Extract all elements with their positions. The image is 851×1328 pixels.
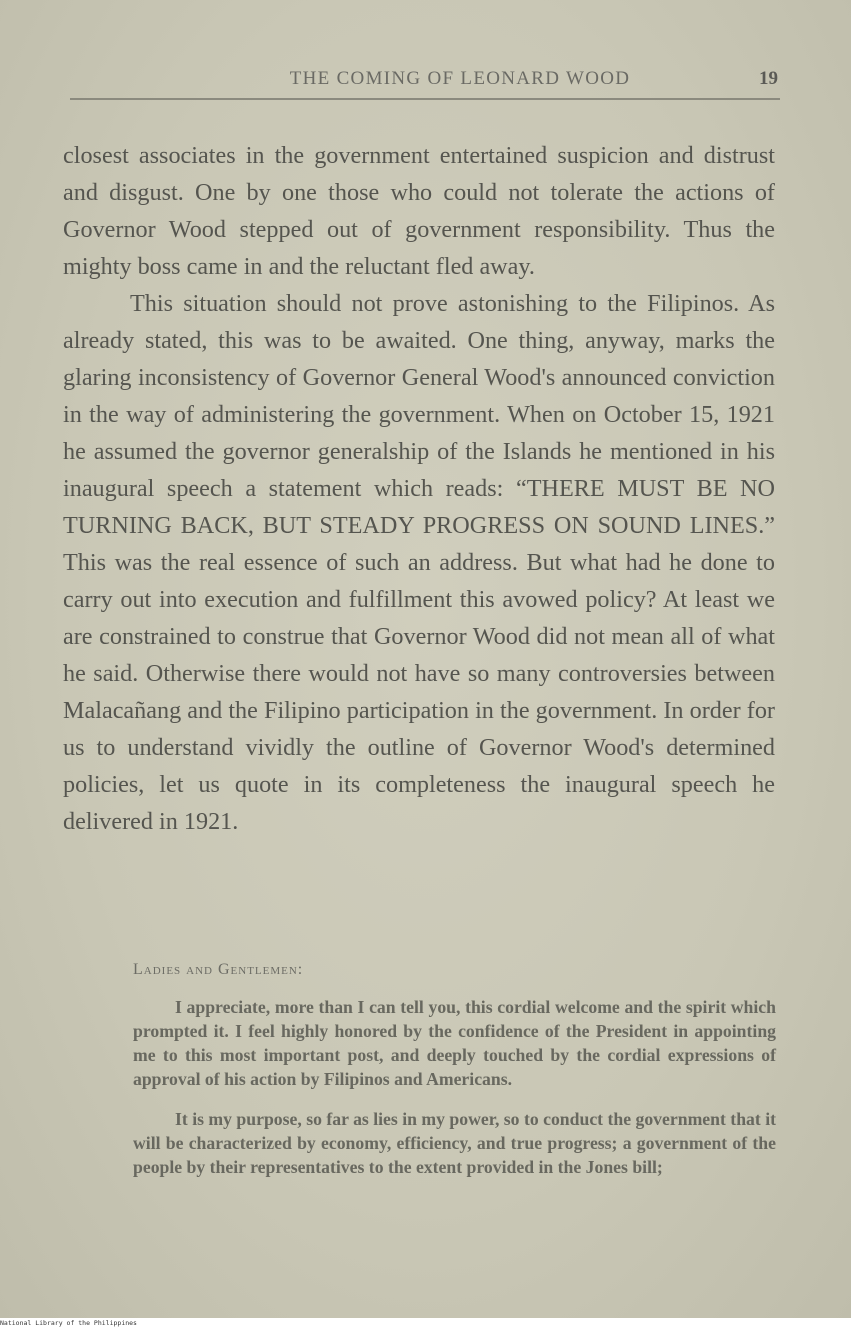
paragraph-inaugural-context: This situation should not prove astonishing to the Filipinos. As already stated, this was to be awaited. One thing, anyway, marks the glaring inconsistency of Governor General Wood's announced conviction in the way of administering the government. When on October 15, 1921 he assumed the governor generalship of the Islands he mentioned in his inaugural speech a statement which reads: “THERE MUST BE NO TURNING BACK, BUT STEADY PROGRESS ON SOUND LINES.” This was the real essence of such an address. But what had he done to carry out into execution and fulfillment this avowed policy? At least we are constrained to construe that Governor Wood did not mean all of what he said. Otherwise there would not have so many controversies between Malacañang and the Filipino participation in the government. In order for us to understand vividly the outline of Governor Wood's determined policies, let us quote in its completeness the inaugural speech he delivered in 1921. (63, 290, 775, 835)
paragraph-continuation: closest associates in the government entertained suspicion and distrust and disgust. One by one those who could not tolerate the actions of Governor Wood stepped out of government responsibility. Thus the mighty boss came in and the reluctant fled away. (63, 142, 775, 280)
body-text (63, 137, 775, 840)
speech-paragraph: It is my purpose, so far as lies in my power, so to conduct the government that it will be characterized by economy, efficiency, and true progress; a government of the people by their representatives to the extent provided in the Jones bill; (133, 1109, 776, 1177)
library-credit: National Library of the Philippines (0, 1319, 137, 1327)
speech-quote (133, 995, 776, 1195)
speech-salutation: Ladies and Gentlemen: (133, 961, 304, 978)
running-title: THE COMING OF LEONARD WOOD (289, 68, 631, 89)
speech-paragraph: I appreciate, more than I can tell you, this cordial welcome and the spirit which prompted it. I feel highly honored by the confidence of the President in appointing me to this most important post, and deeply touched by the cordial expressions of approval of his action by Filipinos and Americans. (133, 997, 776, 1089)
page-number: 19 (759, 68, 778, 89)
page-header (70, 66, 780, 100)
